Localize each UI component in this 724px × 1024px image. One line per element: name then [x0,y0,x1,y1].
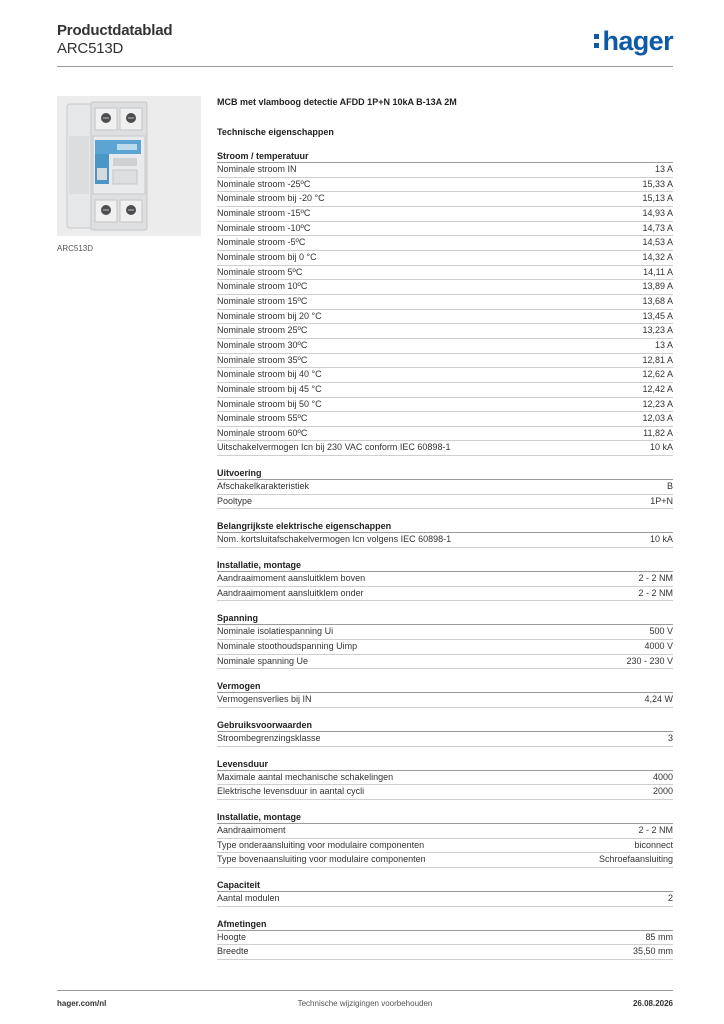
tech-heading: Technische eigenschappen [217,127,334,137]
spec-row [217,280,673,295]
spec-label: Aandraaimoment aansluitklem boven [217,573,366,584]
footer-date: 26.08.2026 [632,999,673,1008]
spec-value: 4000 [652,771,673,782]
spec-row [217,839,673,854]
spec-value: 12,62 A [642,369,673,380]
section-title: Afmetingen [217,917,673,931]
spec-value: 14,93 A [642,207,673,218]
spec-row [217,495,673,510]
section-title: Uitvoering [217,466,673,480]
spec-row [217,222,673,237]
spec-row [217,368,673,383]
spec-section [217,917,673,960]
spec-value: 12,23 A [642,398,673,409]
spec-row [217,572,673,587]
spec-section [217,519,673,548]
spec-row [217,625,673,640]
spec-section [217,466,673,509]
spec-value: 12,81 A [642,354,673,365]
section-title: Installatie, montage [217,810,673,824]
spec-value: 1P+N [650,495,673,506]
spec-row [217,251,673,266]
spec-label: Aandraaimoment [217,825,286,835]
spec-row [217,178,673,193]
spec-row [217,192,673,207]
spec-label: Nominale stroom bij 40 °C [217,369,322,380]
spec-value: 2000 [652,786,673,797]
spec-value: 15,13 A [642,193,673,204]
section-title: Vermogen [217,679,673,693]
spec-value: 13 A [654,339,673,350]
spec-row [217,945,673,960]
spec-value: 13 A [654,164,673,174]
spec-label: Nominale isolatiespanning Ui [217,626,334,637]
spec-value: 3 [667,733,673,744]
spec-value: 4,24 W [644,694,673,705]
spec-value: 2 - 2 NM [638,825,673,835]
breaker-illustration [57,96,201,236]
spec-value: 13,68 A [642,295,673,306]
spec-label: Nominale stroom 25ºC [217,325,308,336]
spec-label: Nominale stroom 55ºC [217,413,308,424]
spec-row [217,441,673,456]
spec-row [217,295,673,310]
spec-row [217,412,673,427]
spec-value: 15,33 A [642,178,673,189]
spec-value: 13,45 A [642,310,673,321]
spec-label: Nominale stroom -15ºC [217,207,311,218]
section-title: Installatie, montage [217,558,673,572]
section-title: Belangrijkste elektrische eigenschappen [217,519,673,533]
spec-label: Nominale stroom IN [217,164,297,174]
spec-value: 12,03 A [642,413,673,424]
spec-label: Nominale stroom -5ºC [217,237,306,248]
spec-row [217,931,673,946]
spec-label: Type bovenaansluiting voor modulaire componenten [217,854,426,865]
spec-row [217,892,673,907]
spec-value: 85 mm [645,931,673,942]
spec-label: Nominale stroom bij 50 °C [217,398,322,409]
spec-label: Aantal modulen [217,892,280,903]
section-title: Spanning [217,611,673,625]
spec-value: 500 V [649,626,673,637]
spec-content [217,95,673,960]
spec-row [217,533,673,548]
spec-value: 2 - 2 NM [638,573,673,584]
section-title: Gebruiksvoorwaarden [217,718,673,732]
document-header [57,22,673,58]
logo-dots-icon [594,31,600,51]
spec-section [217,757,673,800]
spec-section [217,679,673,708]
spec-row [217,324,673,339]
spec-row [217,640,673,655]
spec-value: 35,50 mm [632,946,673,957]
spec-value: 4000 V [644,641,673,652]
image-caption: ARC513D [57,244,94,253]
spec-label: Nominale stroom bij 45 °C [217,383,322,394]
spec-label: Uitschakelvermogen Icn bij 230 VAC conform IEC 60898-1 [217,442,451,453]
spec-section [217,878,673,907]
hager-logo [594,26,673,56]
footer-notice: Technische wijzigingen voorbehouden [297,999,433,1008]
spec-label: Stroombegrenzingsklasse [217,733,321,744]
spec-value: 10 kA [649,442,673,453]
spec-row [217,266,673,281]
spec-row [217,398,673,413]
spec-row [217,163,673,178]
spec-section [217,558,673,601]
spec-row [217,236,673,251]
spec-label: Type onderaansluiting voor modulaire componenten [217,839,425,850]
spec-section [217,149,673,456]
logo-text: hager [602,26,673,56]
spec-row [217,824,673,839]
spec-label: Nominale stroom 60ºC [217,427,308,438]
spec-value: 2 [667,892,673,903]
spec-label: Afschakelkarakteristiek [217,481,310,492]
spec-value: Schroefaansluiting [598,854,673,865]
header-divider [57,66,673,67]
spec-value: 13,23 A [642,325,673,336]
spec-row [217,853,673,868]
footer-divider [57,990,673,991]
document-title: Productdatablad [57,22,173,39]
spec-label: Maximale aantal mechanische schakelingen [217,771,394,782]
footer-website[interactable]: hager.com/nl [57,999,107,1008]
spec-value: 2 - 2 NM [638,587,673,598]
product-description: MCB met vlamboog detectie AFDD 1P+N 10kA B-13A 2M [217,97,457,107]
spec-label: Nominale stroom 30ºC [217,339,308,350]
spec-row [217,693,673,708]
spec-section [217,611,673,669]
spec-sections [217,149,673,960]
spec-value: 13,89 A [642,281,673,292]
spec-section [217,718,673,747]
spec-row [217,785,673,800]
section-title: Capaciteit [217,878,673,892]
spec-label: Hoogte [217,931,247,942]
spec-value: 14,53 A [642,237,673,248]
spec-section [217,810,673,868]
spec-value: 14,11 A [643,266,673,277]
spec-label: Nominale stoothoudspanning Uimp [217,641,358,652]
product-code: ARC513D [57,40,124,57]
spec-row [217,732,673,747]
section-title: Stroom / temperatuur [217,149,673,163]
spec-row [217,587,673,602]
spec-value: 230 - 230 V [626,655,673,666]
spec-label: Nominale stroom 35ºC [217,354,308,365]
spec-label: Nominale stroom 15ºC [217,295,308,306]
spec-row [217,310,673,325]
spec-label: Nominale stroom 10ºC [217,281,308,292]
spec-label: Vermogensverlies bij IN [217,694,312,705]
spec-value: 14,32 A [642,251,673,262]
spec-label: Nominale stroom -25ºC [217,178,311,189]
spec-label: Nom. kortsluitafschakelvermogen Icn volgens IEC 60898-1 [217,534,452,545]
spec-value: biconnect [634,839,673,850]
spec-label: Pooltype [217,495,253,506]
spec-label: Elektrische levensduur in aantal cycli [217,786,365,797]
spec-row [217,207,673,222]
spec-label: Aandraaimoment aansluitklem onder [217,587,364,598]
spec-row [217,771,673,786]
spec-label: Nominale stroom bij -20 °C [217,193,325,204]
spec-label: Nominale spanning Ue [217,655,309,666]
spec-label: Nominale stroom bij 0 °C [217,251,317,262]
spec-value: 12,42 A [642,383,673,394]
spec-label: Nominale stroom 5ºC [217,266,303,277]
spec-value: 11,82 A [643,427,673,438]
section-title: Levensduur [217,757,673,771]
spec-label: Nominale stroom bij 20 °C [217,310,322,321]
spec-row [217,427,673,442]
product-image [57,96,201,236]
spec-row [217,354,673,369]
spec-label: Breedte [217,946,249,957]
spec-value: 10 kA [649,534,673,545]
spec-row [217,339,673,354]
spec-label: Nominale stroom -10ºC [217,222,311,233]
spec-value: 14,73 A [642,222,673,233]
spec-row [217,383,673,398]
spec-row [217,655,673,670]
spec-value: B [666,481,673,492]
spec-row [217,480,673,495]
